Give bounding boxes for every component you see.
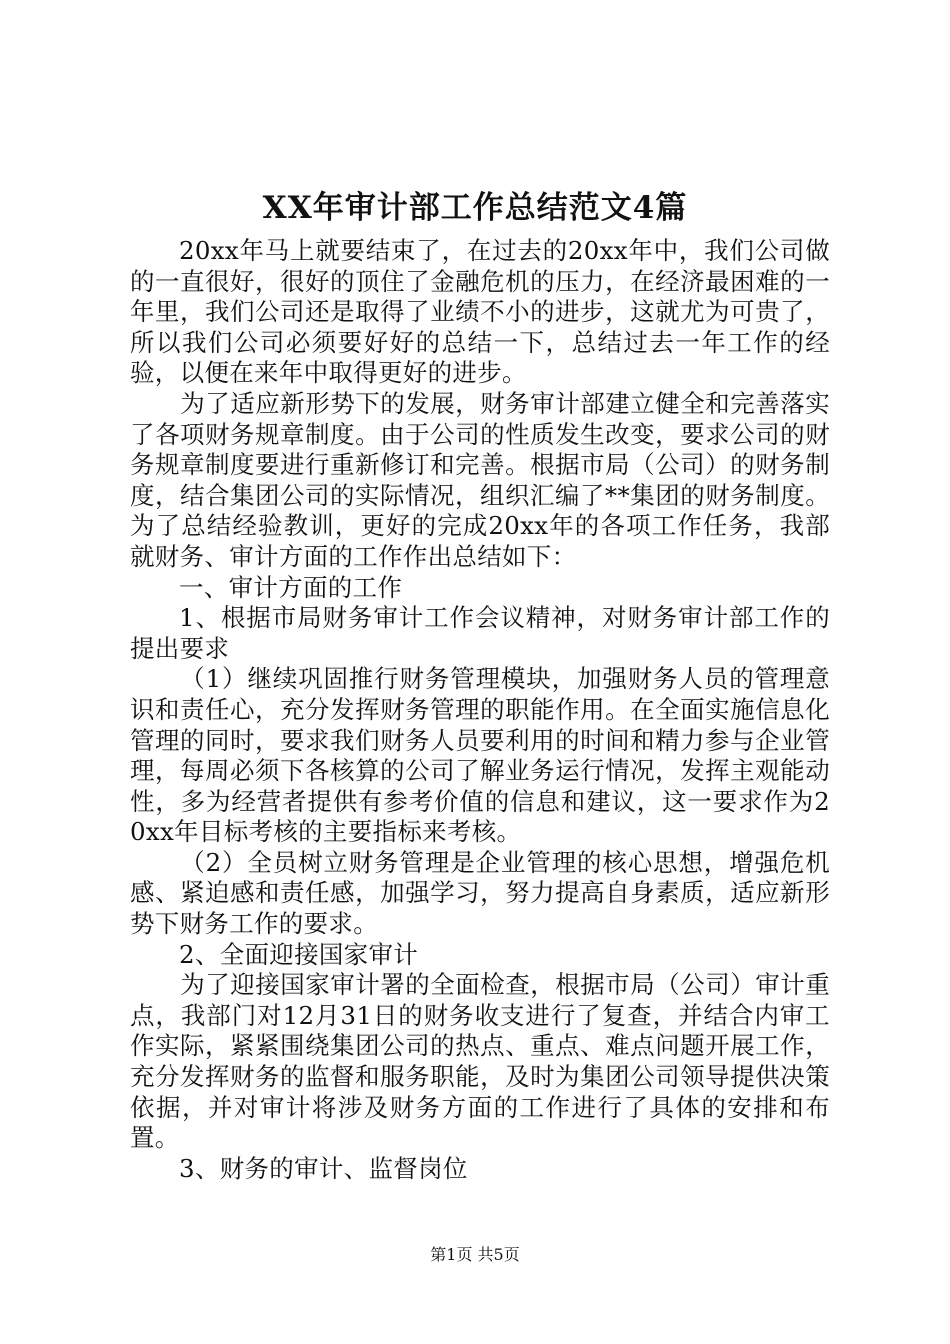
paragraph-national-audit: 为了迎接国家审计署的全面检查，根据市局（公司）审计重点，我部门对12月31日的财务收支进行了复查，并结合内审工作实际，紧紧围绕集团公司的热点、重点、难点问题开展工作，充分发挥财务的监督和服务职能，及时为集团公司领导提供决策依据，并对审计将涉及财务方面的工作进行了具体的安排和布置。 <box>130 970 830 1153</box>
paragraph-intro: 20xx年马上就要结束了，在过去的20xx年中，我们公司做的一直很好，很好的顶住了金融危机的压力，在经济最困难的一年里，我们公司还是取得了业绩不小的进步，这就尤为可贵了，所以我们公司必须要好好的总结一下，总结过去一年工作的经验，以便在来年中取得更好的进步。 <box>130 236 830 388</box>
section-heading-audit: 一、审计方面的工作 <box>179 572 403 602</box>
subsection-heading-3: 3、财务的审计、监督岗位 <box>179 1153 468 1183</box>
page-footer: 第1页 共5页 <box>430 1245 520 1264</box>
subsection-heading-2: 2、全面迎接国家审计 <box>179 939 419 969</box>
paragraph-item-1: （1）继续巩固推行财务管理模块，加强财务人员的管理意识和责任心，充分发挥财务管理的职能作用。在全面实施信息化管理的同时，要求我们财务人员要利用的时间和精力参与企业管理，每周必须下各核算的公司了解业务运行情况，发挥主观能动性，多为经营者提供有参考价值的信息和建议，这一要求作为20xx年目标考核的主要指标来考核。 <box>130 664 830 847</box>
document-body <box>130 236 830 1184</box>
paragraph-item-2: （2）全员树立财务管理是企业管理的核心思想，增强危机感、紧迫感和责任感，加强学习，努力提高自身素质，适应新形势下财务工作的要求。 <box>130 847 830 939</box>
subsection-heading-1: 1、根据市局财务审计工作会议精神，对财务审计部工作的提出要求 <box>130 603 830 663</box>
paragraph-regulations: 为了适应新形势下的发展，财务审计部建立健全和完善落实了各项财务规章制度。由于公司的性质发生改变，要求公司的财务规章制度要进行重新修订和完善。根据市局（公司）的财务制度，结合集团公司的实际情况，组织汇编了**集团的财务制度。为了总结经验教训，更好的完成20xx年的各项工作任务，我部就财务、审计方面的工作作出总结如下： <box>130 388 830 571</box>
document-title: XX年审计部工作总结范文4篇 <box>262 190 688 226</box>
